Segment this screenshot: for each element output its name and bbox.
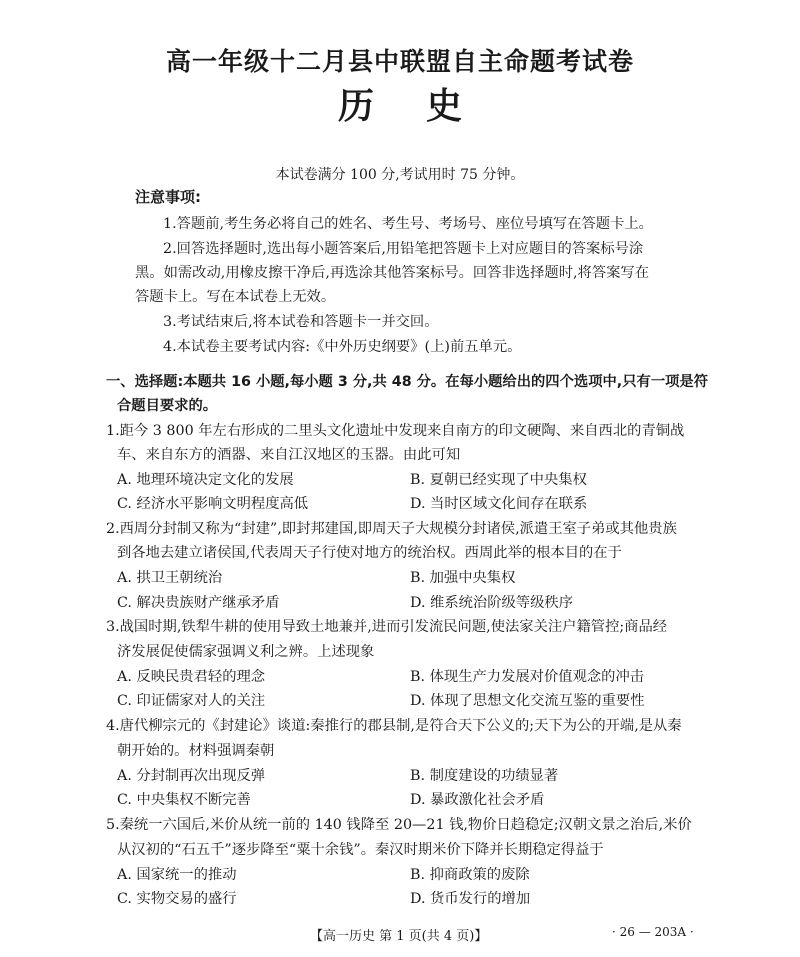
- option-d: D. 维系统治阶级等级秩序: [410, 595, 574, 611]
- option-b: B. 抑商政策的废除: [410, 867, 530, 883]
- question-stem: 3.战国时期,铁犁牛耕的使用导致土地兼并,进而引发流民问题,使法家关注户籍管控;商品经: [106, 619, 668, 635]
- notice-heading: 注意事项:: [135, 188, 201, 206]
- question-stem: 朝开始的。材料强调秦朝: [117, 743, 275, 759]
- notice-item: 2.回答选择题时,选出每小题答案后,用铅笔把答题卡上对应题目的答案标号涂: [163, 241, 644, 257]
- section-heading: 一、选择题:本题共 16 小题,每小题 3 分,共 48 分。在每小题给出的四个选项中,只有一项是符: [106, 374, 709, 390]
- option-c: C. 实物交易的盛行: [117, 891, 237, 907]
- notice-item: 3.考试结束后,将本试卷和答题卡一并交回。: [163, 314, 439, 330]
- option-d: D. 体现了思想文化交流互鉴的重要性: [410, 693, 645, 709]
- option-a: A. 国家统一的推动: [117, 867, 237, 883]
- option-b: B. 制度建设的功绩显著: [410, 768, 559, 784]
- option-c: C. 解决贵族财产继承矛盾: [117, 595, 280, 611]
- question-stem: 2.西周分封制又称为“封建”,即封邦建国,即周天子大规模分封诸侯,派遣王室子弟或其他贵族: [106, 521, 677, 537]
- question-stem: 车、来自东方的酒器、来自江汉地区的玉器。由此可知: [117, 447, 461, 463]
- question-stem: 到各地去建立诸侯国,代表周天子行使对地方的统治权。西周此举的根本目的在于: [117, 545, 622, 561]
- subject-char: 历: [337, 86, 374, 127]
- question-stem: 济发展促使儒家强调义利之辨。上述现象: [117, 644, 375, 660]
- question-stem: 5.秦统一六国后,米价从统一前的 140 钱降至 20—21 钱,物价日趋稳定;汉朝文景之治后,米价: [106, 817, 692, 833]
- option-b: B. 夏朝已经实现了中央集权: [410, 472, 587, 488]
- option-b: B. 体现生产力发展对价值观念的冲击: [410, 669, 645, 685]
- option-c: C. 中央集权不断完善: [117, 792, 251, 808]
- subject-title: [0, 78, 800, 129]
- notice-item: 答题卡上。写在本试卷上无效。: [135, 289, 336, 305]
- option-d: D. 货币发行的增加: [410, 891, 531, 907]
- page-footer: 【高一历史 第 1 页(共 4 页)】: [310, 929, 488, 944]
- paper-code: · 26 — 203A ·: [612, 925, 694, 939]
- question-stem: 从汉初的“石五千”逐步降至“粟十余钱”。秦汉时期米价下降并长期稳定得益于: [117, 842, 604, 858]
- question-stem: 4.唐代柳宗元的《封建论》谈道:秦推行的郡县制,是符合天下公义的;天下为公的开端,是从秦: [106, 718, 682, 734]
- exam-title: 高一年级十二月县中联盟自主命题考试卷: [165, 47, 634, 76]
- notice-item: 4.本试卷主要考试内容:《中外历史纲要》(上)前五单元。: [163, 339, 522, 355]
- notice-item: 黑。如需改动,用橡皮擦干净后,再选涂其他答案标号。回答非选择题时,将答案写在: [135, 265, 650, 281]
- question-stem: 1.距今 3 800 年左右形成的二里头文化遗址中发现来自南方的印文硬陶、来自西北的青铜战: [106, 423, 685, 439]
- notice-item: 1.答题前,考生务必将自己的姓名、考生号、考场号、座位号填写在答题卡上。: [163, 216, 653, 232]
- option-d: D. 当时区域文化间存在联系: [410, 496, 588, 512]
- option-a: A. 反映民贵君轻的理念: [117, 669, 266, 685]
- option-a: A. 地理环境决定文化的发展: [117, 472, 294, 488]
- option-d: D. 暴政激化社会矛盾: [410, 792, 545, 808]
- option-b: B. 加强中央集权: [410, 570, 516, 586]
- subject-char: 史: [426, 86, 463, 127]
- option-a: A. 拱卫王朝统治: [117, 570, 223, 586]
- section-heading-cont: 合题目要求的。: [117, 398, 218, 414]
- option-a: A. 分封制再次出现反弹: [117, 768, 266, 784]
- full-mark-note: 本试卷满分 100 分,考试用时 75 分钟。: [275, 167, 525, 183]
- option-c: C. 经济水平影响文明程度高低: [117, 496, 309, 512]
- option-c: C. 印证儒家对人的关注: [117, 693, 266, 709]
